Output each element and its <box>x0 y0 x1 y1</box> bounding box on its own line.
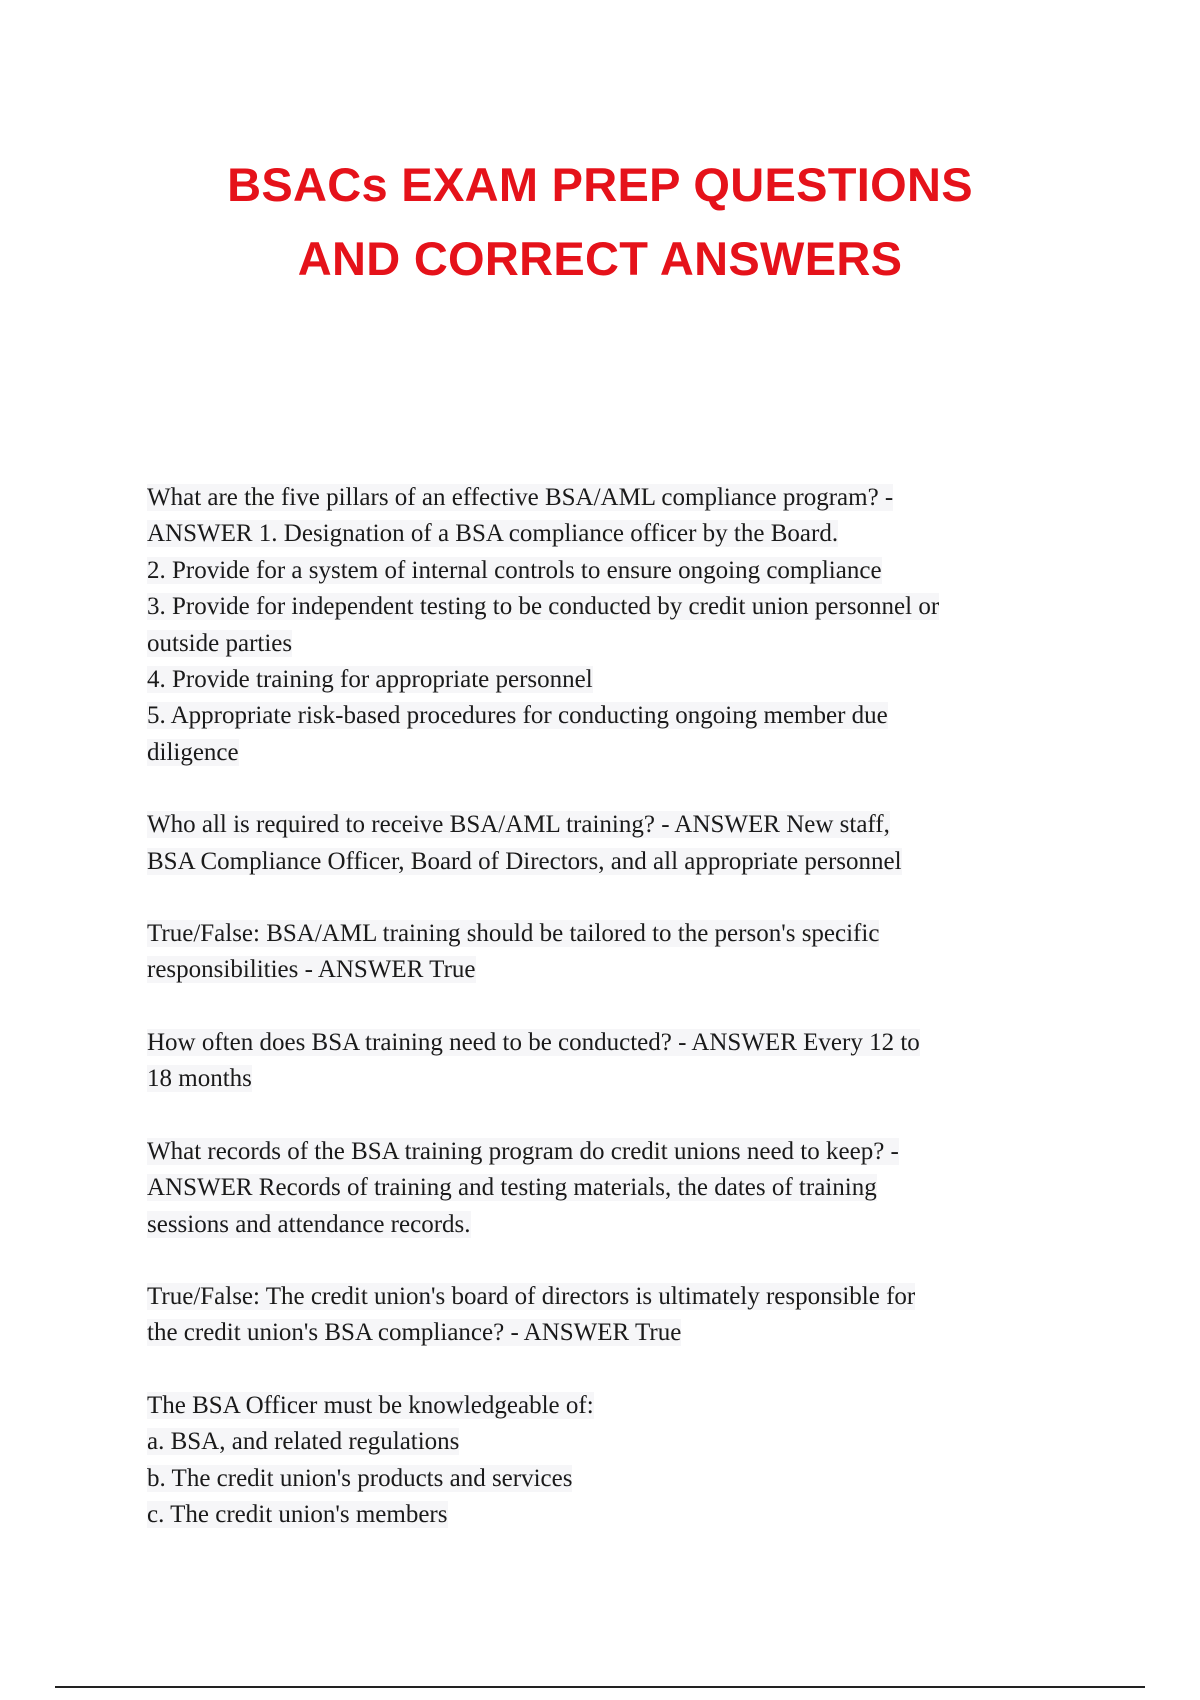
text-line: outside parties <box>147 629 293 657</box>
text-line: 2. Provide for a system of internal controls to ensure ongoing compliance <box>147 556 882 584</box>
document-title <box>0 148 1200 296</box>
qa-block-training-recipients <box>147 807 1057 880</box>
text-line: How often does BSA training need to be conducted? - ANSWER Every 12 to <box>147 1028 920 1056</box>
qa-block-five-pillars <box>147 480 1057 771</box>
text-line: 5. Appropriate risk-based procedures for conducting ongoing member due <box>147 702 888 730</box>
text-line: ANSWER 1. Designation of a BSA compliance officer by the Board. <box>147 520 839 548</box>
text-line: True/False: BSA/AML training should be tailored to the person's specific <box>147 920 880 948</box>
text-line: a. BSA, and related regulations <box>147 1428 460 1456</box>
qa-block-training-frequency <box>147 1025 1057 1098</box>
title-line-1: BSACs EXAM PREP QUESTIONS <box>227 158 973 211</box>
qa-block-bsa-officer-knowledge <box>147 1388 1057 1534</box>
text-line: 4. Provide training for appropriate personnel <box>147 666 593 694</box>
qa-block-board-responsibility <box>147 1279 1057 1352</box>
text-line: ANSWER Records of training and testing materials, the dates of training <box>147 1174 877 1202</box>
text-line: What are the five pillars of an effective BSA/AML compliance program? - <box>147 484 894 511</box>
title-line-2: AND CORRECT ANSWERS <box>297 232 903 285</box>
qa-block-training-records <box>147 1134 1057 1243</box>
page-bottom-rule <box>55 1686 1145 1688</box>
text-line: BSA Compliance Officer, Board of Directors, and all appropriate personnel <box>147 847 902 875</box>
qa-block-tailored-training <box>147 916 1057 989</box>
text-line: 18 months <box>147 1065 252 1093</box>
text-line: 3. Provide for independent testing to be conducted by credit union personnel or <box>147 593 940 621</box>
text-line: the credit union's BSA compliance? - ANSWER True <box>147 1319 682 1347</box>
text-line: responsibilities - ANSWER True <box>147 956 476 984</box>
text-line: The BSA Officer must be knowledgeable of: <box>147 1391 594 1419</box>
text-line: True/False: The credit union's board of directors is ultimately responsible for <box>147 1282 916 1310</box>
text-line: sessions and attendance records. <box>147 1210 471 1238</box>
text-line: Who all is required to receive BSA/AML training? - ANSWER New staff, <box>147 811 890 839</box>
text-line: c. The credit union's members <box>147 1500 448 1528</box>
qa-list <box>147 480 1057 1569</box>
text-line: diligence <box>147 738 239 766</box>
text-line: What records of the BSA training program do credit unions need to keep? - <box>147 1137 899 1165</box>
text-line: b. The credit union's products and services <box>147 1464 573 1492</box>
